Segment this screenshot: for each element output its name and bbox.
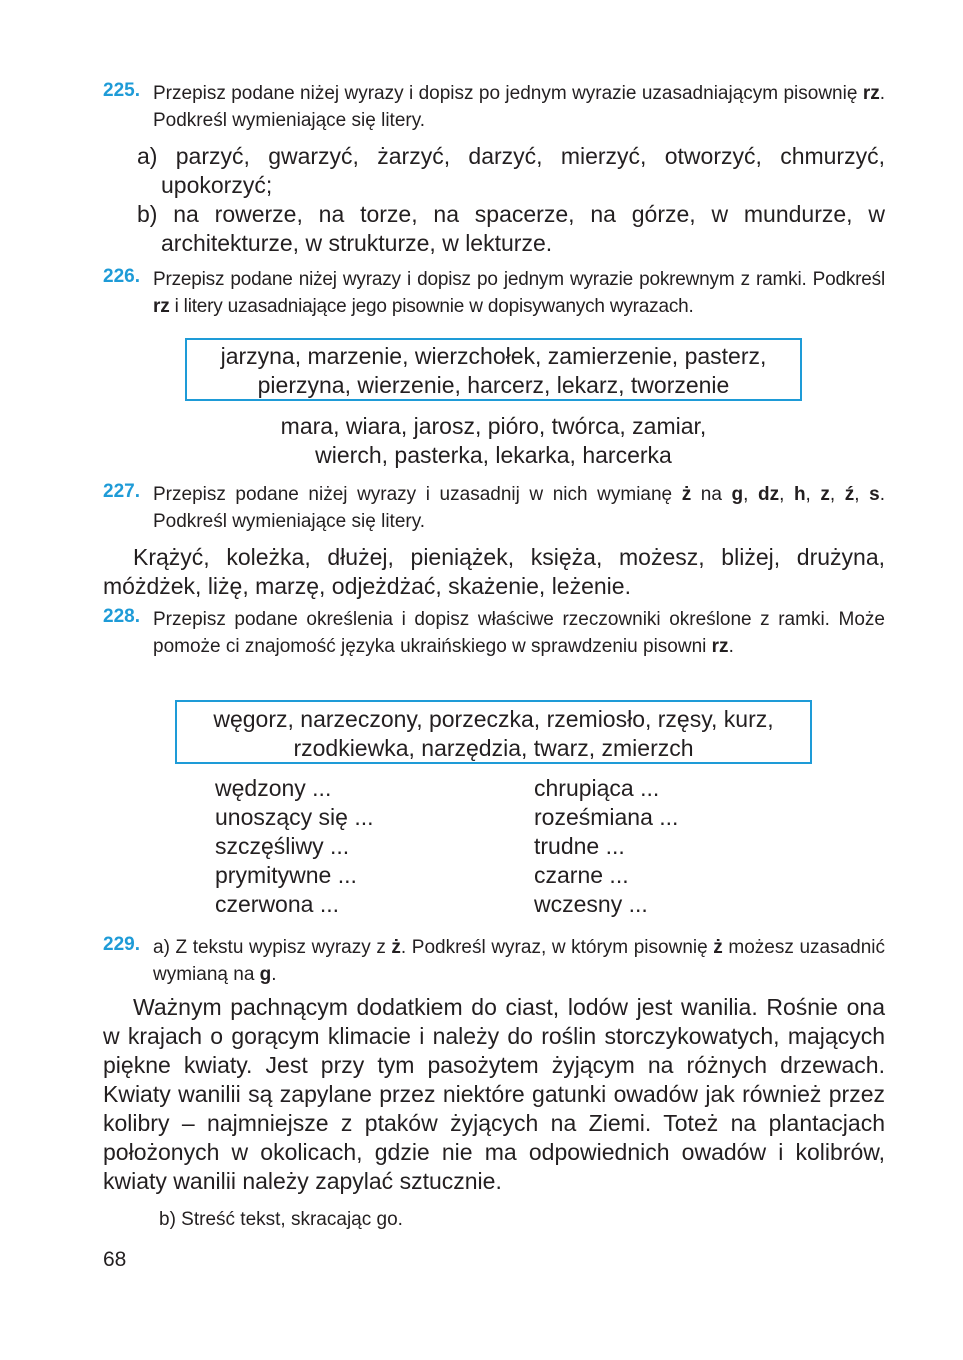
exercise-228 <box>103 606 885 660</box>
list-item: unoszący się ... <box>215 804 374 830</box>
list-item: wędzony ... <box>215 775 332 801</box>
adjective-column-right <box>534 774 678 919</box>
word-box: jarzyna, marzenie, wierzchołek, zamierzenie, pasterz, pierzyna, wierzenie, harcerz, lekarz, tworzenie <box>185 338 802 401</box>
page-number: 68 <box>103 1248 127 1271</box>
list-item: chrupiąca ... <box>534 775 660 801</box>
reading-text: Ważnym pachnącym dodatkiem do ciast, lodów jest wanilia. Rośnie ona w krajach o gorącym klimacie i należy do roślin storczykowatych, mających piękne kwiaty. Jest przy tym pasożytem żyjącym na różnych drzewach. Kwiaty wanilii są zapylane przez niektóre gatunki owadów jak również przez kolibry – najmniejsze z ptaków żyjących na Ziemi. Toteż na plantacjach położonych w okolicach, gdzie nie ma odpowiednich owadów i kolibrów, kwiaty wanilii należy zapylać sztucznie. <box>103 994 885 1194</box>
exercise-225 <box>103 80 885 258</box>
exercise-227 <box>103 481 885 601</box>
exercise-instruction-b: b) Streść tekst, skracając go. <box>159 1209 403 1230</box>
exercise-instruction: Przepisz podane określenia i dopisz właściwe rzeczowniki określone z ramki. Może pomoże ci znajomość języka ukraińskiego w sprawdzeniu pisowni rz. <box>153 609 885 657</box>
list-item: szczęśliwy ... <box>215 833 350 859</box>
list-item: roześmiana ... <box>534 804 679 830</box>
exercise-number: 225. <box>103 80 140 101</box>
list-item: czarne ... <box>534 862 629 888</box>
list-item: trudne ... <box>534 833 625 859</box>
list-item: czerwona ... <box>215 891 339 917</box>
exercise-229 <box>103 934 885 1233</box>
exercise-instruction: a) Z tekstu wypisz wyrazy z ż. Podkreśl wyraz, w którym pisownię ż możesz uzasadnić wymianą na g. <box>153 937 885 985</box>
word-list: Krążyć, koleżka, dłużej, pieniążek, księża, możesz, bliżej, drużyna, móżdżek, liżę, marzę, odjeżdżać, skażenie, leżenie. <box>103 544 885 599</box>
exercise-instruction: Przepisz podane niżej wyrazy i dopisz po jednym wyrazie uzasadniającym pisownię rz. Podkreśl wymieniające się litery. <box>153 83 885 131</box>
exercise-instruction: Przepisz podane niżej wyrazy i dopisz po jednym wyrazie pokrewnym z ramki. Podkreśl rz i litery uzasadniające jego pisownie w dopisywanych wyrazach. <box>153 269 885 317</box>
exercise-226 <box>103 266 885 320</box>
exercise-number: 228. <box>103 606 140 627</box>
word-box: węgorz, narzeczony, porzeczka, rzemiosło, rzęsy, kurz, rzodkiewka, narzędzia, twarz, zmierzch <box>175 700 812 764</box>
list-item: prymitywne ... <box>215 862 357 888</box>
list-item: wczesny ... <box>534 891 648 917</box>
exercise-number: 227. <box>103 481 140 502</box>
exercise-instruction: Przepisz podane niżej wyrazy i uzasadnij w nich wymianę ż na g, dz, h, z, ź, s. Podkreśl wymieniające się litery. <box>153 484 885 532</box>
list-item-a: a) parzyć, gwarzyć, żarzyć, darzyć, mierzyć, otworzyć, chmurzyć, upokorzyć; <box>137 143 885 198</box>
word-list: mara, wiara, jarosz, pióro, twórca, zamiar, wierch, pasterka, lekarka, harcerka <box>280 413 707 468</box>
list-item-b: b) na rowerze, na torze, na spacerze, na górze, w mundurze, w architekturze, w strukturze, w lekturze. <box>137 201 885 256</box>
exercise-number: 229. <box>103 934 140 955</box>
adjective-column-left <box>215 774 374 919</box>
exercise-number: 226. <box>103 266 140 287</box>
